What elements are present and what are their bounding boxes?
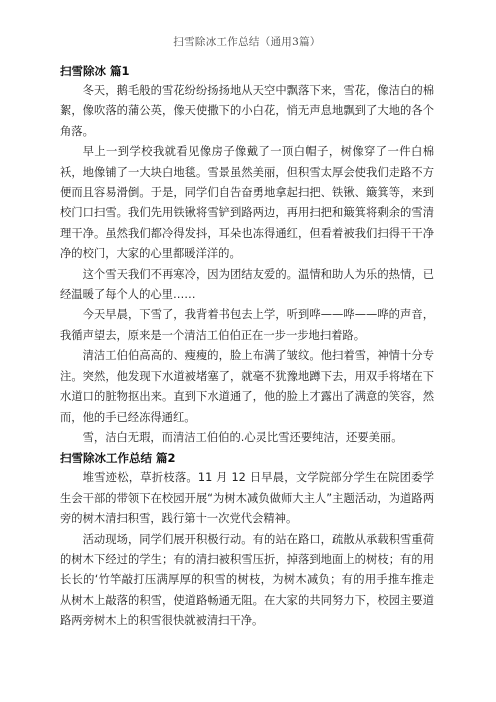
paragraph: 堆雪迹松，草折枝落。11 月 12 日早晨，文学院部分学生在院团委学生会干部的带领下在校园开展“为树木减负做师大主人”主题活动，为道路两旁的树木清扫积雪，践行第十一次党代会精神。 bbox=[60, 471, 434, 526]
paragraph: 活动现场，同学们展开积极行动。有的站在路口，疏散从承载积雪重荷的树木下经过的学生；有的清扫被积雪压折，掉落到地面上的树枝；有的用长长的‘竹竿敲打压满厚厚的积雪的树枝，为树木减负；有的用手推车推走从树木上敲落的积雪，使道路畅通无阻。在大家的共同努力下，校园主要道路两旁树木上的积雪很快就被清扫干净。 bbox=[60, 532, 434, 628]
paragraph: 今天早晨，下雪了，我背着书包去上学，听到哗——哗——哗的声音，我循声望去，原来是一个清洁工伯伯正在一步一步地扫着路。 bbox=[60, 308, 434, 342]
paragraph: 早上一到学校我就看见像房子像戴了一顶白帽子，树像穿了一件白棉袄，地像铺了一大块白地毯。雪景虽然美丽，但积雪太厚会使我们走路不方便而且容易滑倒。于是，同学们自告奋勇地拿起扫把、铁锹、簸箕等，来到校门口扫雪。我们先用铁锹将雪铲到路两边，再用扫把和簸箕将剩余的雪清理干净。虽然我们都冷得发抖，耳朵也冻得通红，但看着被我们扫得干干净净的校门，大家的心里都暖洋洋的。 bbox=[60, 145, 434, 261]
document-title: 扫雪除冰工作总结（通用3篇） bbox=[173, 36, 321, 48]
section-2 bbox=[60, 448, 434, 631]
paragraph: 雪，洁白无瑕，而清洁工伯伯的.心灵比雪还要纯洁，还要美丽。 bbox=[82, 430, 403, 444]
section-heading: 扫雪除冰工作总结 篇2 bbox=[60, 451, 176, 466]
paragraph: 清洁工伯伯高高的、瘦瘦的，脸上布满了皱纹。他扫着雪，神情十分专注。突然，他发现下水道被堵塞了，就毫不犹豫地蹲下去，用双手将堵在下水道口的脏物抠出来。直到下水道通了，他的脸上才露出了满意的笑容，然而，他的手已经冻得通红。 bbox=[60, 349, 434, 424]
paragraph: 这个雪天我们不再寒冷，因为团结友爱的。温情和助人为乐的热情，已经温暖了每个人的心里…… bbox=[60, 267, 434, 302]
paragraph: 冬天，鹅毛般的雪花纷纷扬扬地从天空中飘落下来，雪花，像洁白的棉絮，像吹落的蒲公英，像天使撒下的小白花，悄无声息地飘到了大地的各个角落。 bbox=[60, 84, 434, 138]
section-1 bbox=[60, 61, 434, 448]
section-heading: 扫雪除冰 篇1 bbox=[60, 64, 130, 78]
